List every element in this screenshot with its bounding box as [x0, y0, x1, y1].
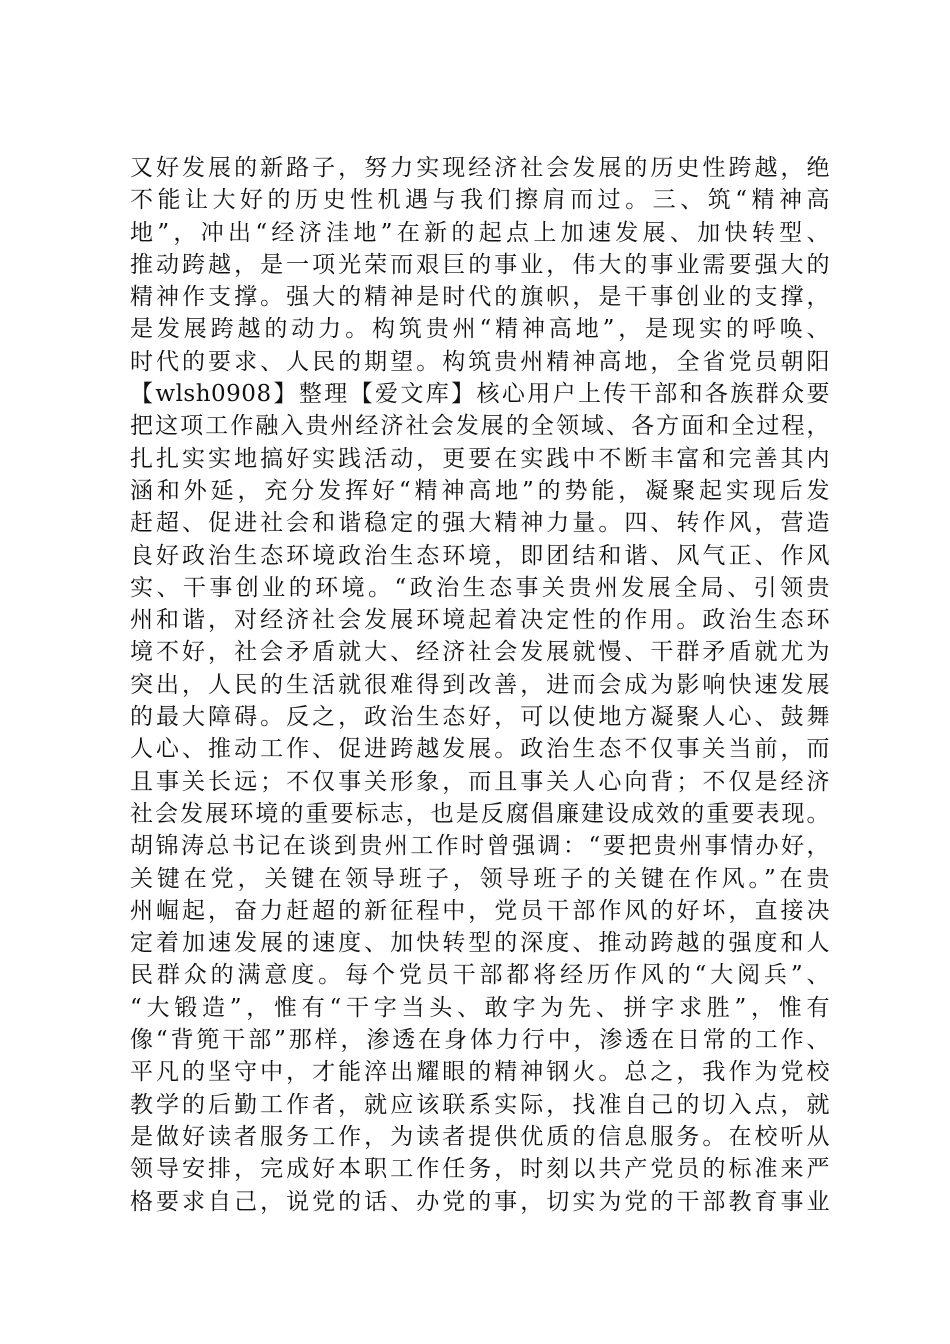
text-line: 教学的后勤工作者，就应该联系实际，找准自己的切入点，就	[130, 1091, 830, 1118]
text-line: 把这项工作融入贵州经济社会发展的全领域、各方面和全过程，	[130, 413, 830, 440]
text-line: 平凡的坚守中，才能淬出耀眼的精神钢火。总之，我作为党校	[130, 1059, 830, 1086]
text-line: 是做好读者服务工作，为读者提供优质的信息服务。在校听从	[130, 1123, 830, 1150]
text-line: 社会发展环境的重要标志，也是反腐倡廉建设成效的重要表现。	[130, 800, 830, 827]
text-line: 关键在党，关键在领导班子，领导班子的关键在作风。”在贵	[130, 865, 830, 892]
text-line: 胡锦涛总书记在谈到贵州工作时曾强调：“要把贵州事情办好，	[130, 833, 830, 860]
text-line: 像“背篼干部”那样，渗透在身体力行中，渗透在日常的工作、	[130, 1027, 830, 1054]
text-line: 扎扎实实地搞好实践活动，更要在实践中不断丰富和完善其内	[130, 445, 830, 472]
text-line: 领导安排，完成好本职工作任务，时刻以共产党员的标准来严	[130, 1156, 830, 1183]
text-line: 且事关长远；不仅事关形象，而且事关人心向背；不仅是经济	[130, 768, 830, 795]
text-line: 定着加速发展的速度、加快转型的深度、推动跨越的强度和人	[130, 930, 830, 957]
text-line: 时代的要求、人民的期望。构筑贵州精神高地，全省党员朝阳	[130, 348, 830, 375]
text-line: 赶超、促进社会和谐稳定的强大精神力量。四、转作风，营造	[130, 510, 830, 537]
text-line: 突出，人民的生活就很难得到改善，进而会成为影响快速发展	[130, 671, 830, 698]
text-line: 格要求自己，说党的话、办党的事，切实为党的干部教育事业	[130, 1188, 830, 1215]
text-line: 是发展跨越的动力。构筑贵州“精神高地”，是现实的呼唤、	[130, 316, 830, 343]
text-line: 境不好，社会矛盾就大、经济社会发展就慢、干群矛盾就尤为	[130, 639, 830, 666]
text-line: 又好发展的新路子，努力实现经济社会发展的历史性跨越，绝	[130, 155, 830, 181]
text-line: 人心、推动工作、促进跨越发展。政治生态不仅事关当前，而	[130, 736, 830, 763]
text-line: 【wlsh0908】整理【爱文库】核心用户上传干部和各族群众要	[130, 381, 830, 408]
text-line: 的最大障碍。反之，政治生态好，可以使地方凝聚人心、鼓舞	[130, 704, 830, 731]
text-line: 实、干事创业的环境。“政治生态事关贵州发展全局、引领贵	[130, 574, 830, 601]
text-line: 州和谐，对经济社会发展环境起着决定性的作用。政治生态环	[130, 607, 830, 634]
text-line: 不能让大好的历史性机遇与我们擦肩而过。三、筑“精神高	[130, 187, 830, 214]
text-line: 州崛起，奋力赶超的新征程中，党员干部作风的好坏，直接决	[130, 897, 830, 924]
text-line: 精神作支撑。强大的精神是时代的旗帜，是干事创业的支撑，	[130, 284, 830, 311]
text-line: 涵和外延，充分发挥好“精神高地”的势能，凝聚起实现后发	[130, 477, 830, 504]
body-text	[130, 152, 830, 1218]
text-line: 良好政治生态环境政治生态环境，即团结和谐、风气正、作风	[130, 542, 830, 569]
text-line: “大锻造”，惟有“干字当头、敢字为先、拼字求胜”，惟有	[130, 994, 830, 1021]
text-line: 地”，冲出“经济洼地”在新的起点上加速发展、加快转型、	[130, 219, 830, 246]
text-line: 推动跨越，是一项光荣而艰巨的事业，伟大的事业需要强大的	[130, 251, 830, 278]
text-line: 民群众的满意度。每个党员干部都将经历作风的“大阅兵”、	[130, 962, 830, 989]
